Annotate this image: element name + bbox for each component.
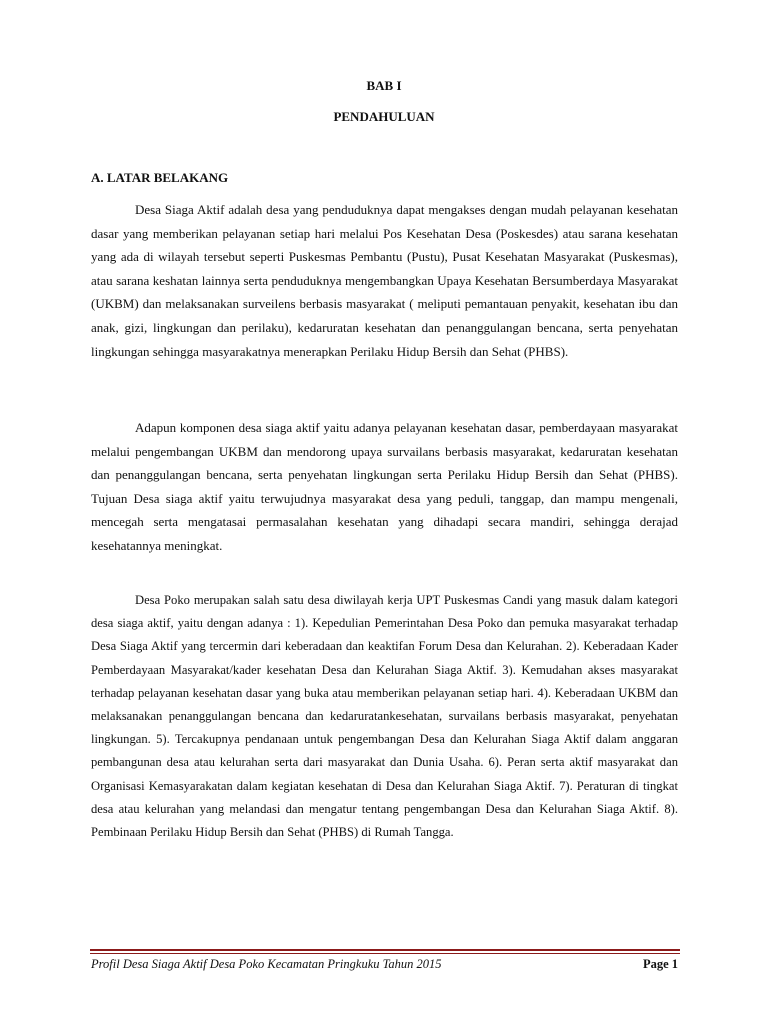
- footer-rule-top: [90, 949, 680, 951]
- footer-title: Profil Desa Siaga Aktif Desa Poko Kecamatan Pringkuku Tahun 2015: [91, 957, 442, 971]
- section-heading: A. LATAR BELAKANG: [91, 170, 229, 185]
- paragraph-1: Desa Siaga Aktif adalah desa yang penduduknya dapat mengakses dengan mudah pelayanan kesehatan dasar yang memberikan pelayanan setiap hari melalui Pos Kesehatan Desa (Poskesdes) atau sarana kesehatan yang ada di wilayah tersebut seperti Puskesmas Pembantu (Pustu), Pusat Kesehatan Masyarakat (Puskesmas), atau sarana keshatan lainnya serta penduduknya mengembangkan Upaya Kesehatan Bersumberdaya Masyarakat (UKBM) dan melaksanakan surveilens berbasis masyarakat ( meliputi pemantauan penyakit, kesehatan ibu dan anak, gizi, lingkungan dan perilaku), kedaruratan kesehatan dan penanggulangan bencana, serta penyehatan lingkungan sehingga masyarakatnya menerapkan Perilaku Hidup Bersih dan Sehat (PHBS).: [91, 202, 678, 359]
- chapter-title: PENDAHULUAN: [333, 109, 435, 124]
- paragraph-2: Adapun komponen desa siaga aktif yaitu adanya pelayanan kesehatan dasar, pemberdayaan masyarakat melalui pengembangan UKBM dan mendorong upaya survailans berbasis masyarakat, kedaruratan kesehatan dan penanggulangan bencana, serta penyehatan lingkungan serta Perilaku Hidup Bersih dan Sehat (PHBS). Tujuan Desa siaga aktif yaitu terwujudnya masyarakat desa yang peduli, tanggap, dan mampu mengenali, mencegah serta mengatasai permasalahan kesehatan yang dihadapi secara mandiri, sehingga derajad kesehatannya meningkat.: [91, 420, 678, 553]
- page-number: Page 1: [642, 957, 678, 971]
- chapter-number: BAB I: [366, 78, 402, 93]
- footer-rule-bottom: [90, 953, 680, 954]
- paragraph-3: Desa Poko merupakan salah satu desa diwilayah kerja UPT Puskesmas Candi yang masuk dalam kategori desa siaga aktif, yaitu dengan adanya : 1). Kepedulian Pemerintahan Desa Poko dan pemuka masyarakat terhadap Desa Siaga Aktif yang tercermin dari keberadaan dan keaktifan Forum Desa dan Kelurahan. 2). Keberadaan Kader Pemberdayaan Masyarakat/kader kesehatan Desa dan Kelurahan Siaga Aktif. 3). Kemudahan akses masyarakat terhadap pelayanan kesehatan dasar yang buka atau memberikan pelayanan setiap hari. 4). Keberadaan UKBM dan melaksanakan penanggulangan bencana dan kedaruratankesehatan, survailans berbasis masyarakat, penyehatan lingkungan. 5). Tercakupnya pendanaan untuk pengembangan Desa dan Kelurahan Siaga Aktif dalam anggaran pembangunan desa atau kelurahan serta dari masyarakat dan Dunia Usaha. 6). Peran serta aktif masyarakat dan Organisasi Kemasyarakatan dalam kegiatan kesehatan di Desa dan Kelurahan Siaga Aktif. 7). Peraturan di tingkat desa atau kelurahan yang melandasi dan mengatur tentang pengembangan Desa dan Kelurahan Siaga Aktif. 8). Pembinaan Perilaku Hidup Bersih dan Sehat (PHBS) di Rumah Tangga.: [91, 593, 678, 840]
